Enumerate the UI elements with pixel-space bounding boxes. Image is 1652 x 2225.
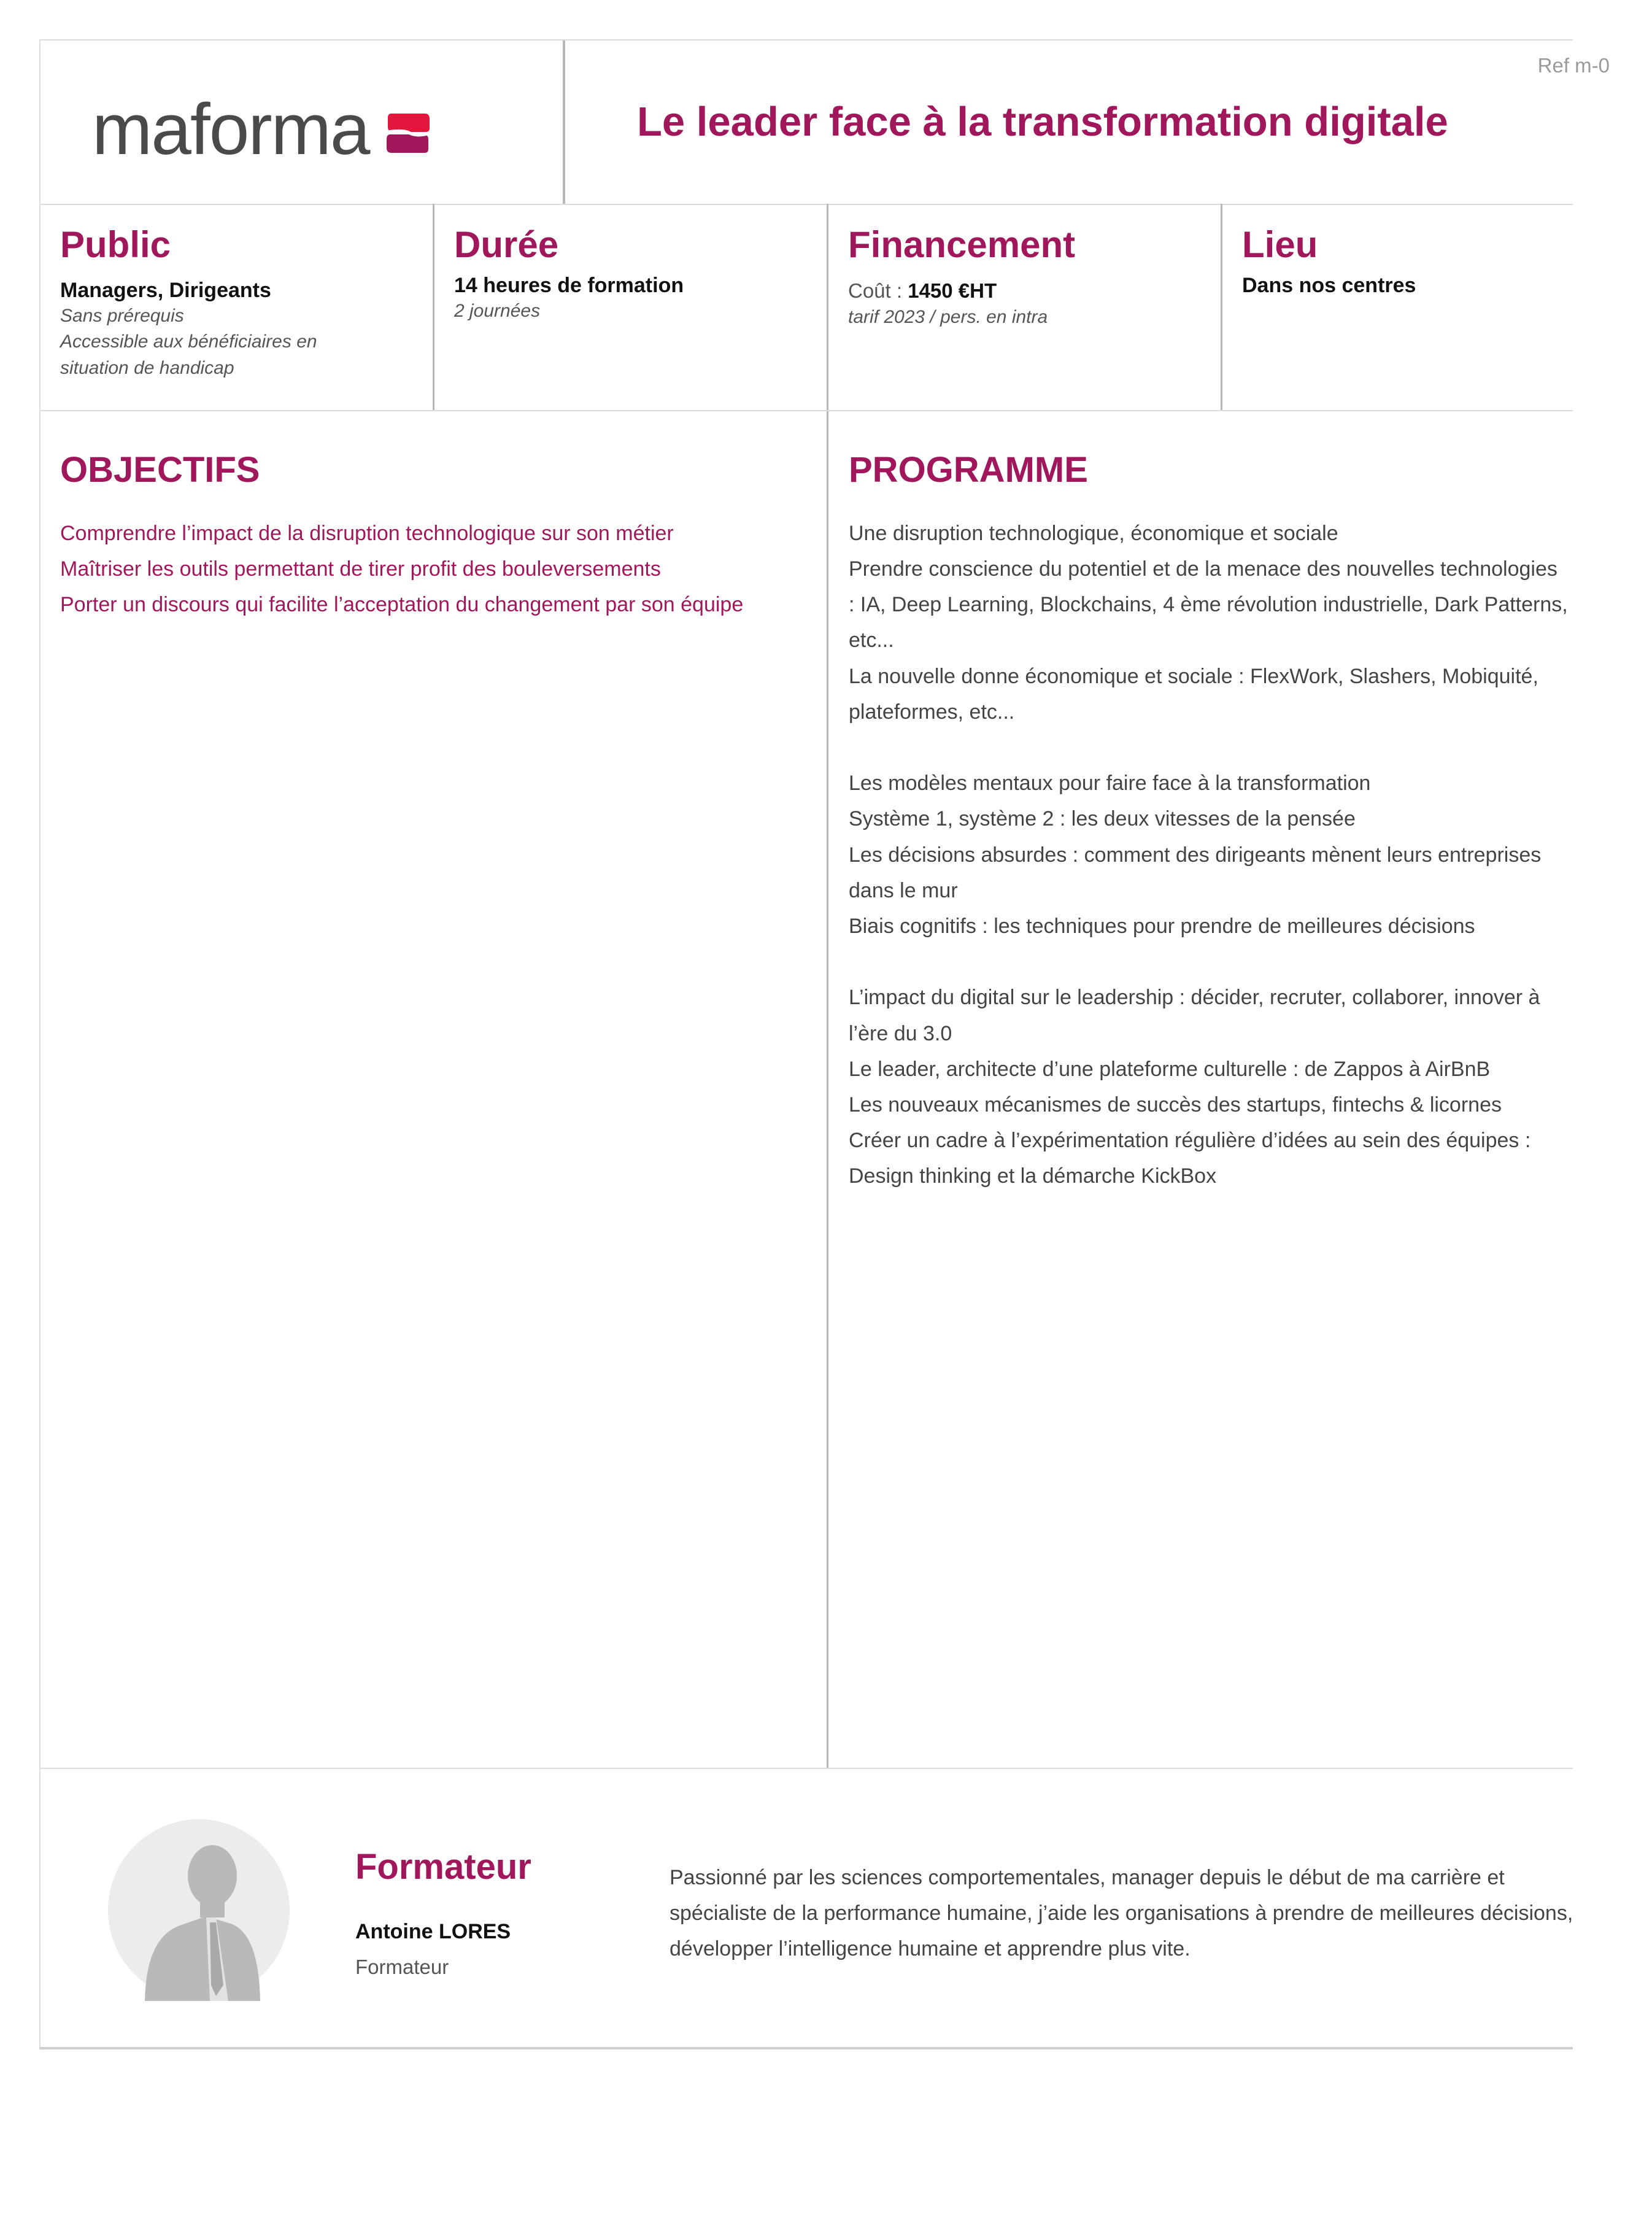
info-financement (828, 204, 1222, 410)
reference-code: Ref m-0 (1537, 54, 1610, 77)
info-financement-tarif: tarif 2023 / pers. en intra (848, 306, 1048, 327)
list-item: Porter un discours qui facilite l’acceptation du changement par son équipe (60, 592, 744, 616)
info-public (41, 204, 434, 410)
trainer-bio-line: spécialiste de la performance humaine, j’aide les organisations à prendre de meilleures décisions, (670, 1902, 1573, 1925)
trainer-name: Antoine LORES (355, 1920, 511, 1943)
info-public-heading: Public (60, 224, 171, 265)
info-public-access-line2: situation de handicap (60, 357, 234, 378)
programme-line: dans le mur (849, 878, 958, 902)
logo-mark-icon (385, 111, 431, 155)
trainer-heading: Formateur (355, 1847, 531, 1887)
page-title: Le leader face à la transformation digitale (637, 99, 1448, 145)
cost-value: 1450 €HT (908, 279, 997, 302)
programme-line: Biais cognitifs : les techniques pour prendre de meilleures décisions (849, 915, 1475, 938)
trainer-section (41, 1769, 1573, 2047)
programme-line: Le leader, architecte d’une plateforme culturelle : de Zappos à AirBnB (849, 1057, 1491, 1081)
trainer-bio (670, 1860, 1590, 1967)
trainer-bio-line: Passionné par les sciences comportementales, manager depuis le début de ma carrière et (670, 1866, 1505, 1889)
trainer-role: Formateur (355, 1956, 449, 1978)
objectifs-list (60, 516, 827, 622)
programme-line: L’impact du digital sur le leadership : décider, recruter, collaborer, innover à (849, 986, 1540, 1010)
programme-line: Design thinking et la démarche KickBox (849, 1164, 1217, 1188)
programme-line: Les modèles mentaux pour faire face à la transformation (849, 772, 1371, 795)
programme-text (849, 516, 1646, 1194)
programme-line: Système 1, système 2 : les deux vitesses de la pensée (849, 807, 1356, 831)
programme-line: etc... (849, 629, 894, 652)
maforma-logo (92, 89, 431, 170)
avatar (108, 1819, 290, 2001)
header (41, 41, 1610, 205)
programme-line: Les décisions absurdes : comment des dirigeants mènent leurs entreprises (849, 843, 1542, 867)
training-sheet (39, 39, 1610, 2049)
info-lieu-place: Dans nos centres (1242, 274, 1416, 297)
cost-label: Coût : (848, 279, 908, 302)
programme-line: Prendre conscience du potentiel et de la menace des nouvelles technologies (849, 557, 1557, 581)
info-duree-heading: Durée (454, 224, 559, 265)
programme-line: : IA, Deep Learning, Blockchains, 4 ème révolution industrielle, Dark Patterns, (849, 593, 1568, 617)
list-item: Comprendre l’impact de la disruption technologique sur son métier (60, 521, 674, 545)
info-financement-cost (848, 278, 1221, 304)
programme-line: l’ère du 3.0 (849, 1021, 952, 1045)
programme-line: Les nouveaux mécanismes de succès des startups, fintechs & licornes (849, 1093, 1502, 1117)
info-lieu-heading: Lieu (1242, 224, 1318, 265)
info-duree (434, 204, 828, 410)
person-silhouette-icon (108, 1819, 290, 2001)
info-public-prereq: Sans prérequis (60, 305, 184, 326)
programme-spacer (849, 730, 1646, 765)
info-public-audience: Managers, Dirigeants (60, 279, 271, 302)
info-row (41, 204, 1573, 411)
programme-spacer (849, 944, 1646, 980)
logo-text: maforma (92, 89, 369, 170)
programme-heading: PROGRAMME (849, 450, 1088, 490)
programme-line: Créer un cadre à l’expérimentation régulière d’idées au sein des équipes : (849, 1129, 1531, 1153)
info-public-access-line1: Accessible aux bénéficiaires en (60, 331, 317, 352)
info-duree-days: 2 journées (454, 300, 541, 321)
programme-line: Une disruption technologique, économique et sociale (849, 521, 1338, 545)
logo-cell (41, 41, 565, 204)
objectifs-heading: OBJECTIFS (60, 450, 260, 490)
list-item: Maîtriser les outils permettant de tirer profit des bouleversements (60, 557, 661, 581)
info-duree-hours: 14 heures de formation (454, 274, 684, 297)
info-lieu (1222, 204, 1652, 410)
content (41, 411, 1573, 1769)
info-financement-heading: Financement (848, 224, 1076, 265)
programme-section (828, 411, 1626, 1768)
trainer-bio-line: développer l’intelligence humaine et apprendre plus vite. (670, 1937, 1191, 1960)
programme-line: plateformes, etc... (849, 700, 1015, 724)
objectifs-section (41, 411, 828, 1768)
programme-line: La nouvelle donne économique et sociale : FlexWork, Slashers, Mobiquité, (849, 664, 1538, 688)
